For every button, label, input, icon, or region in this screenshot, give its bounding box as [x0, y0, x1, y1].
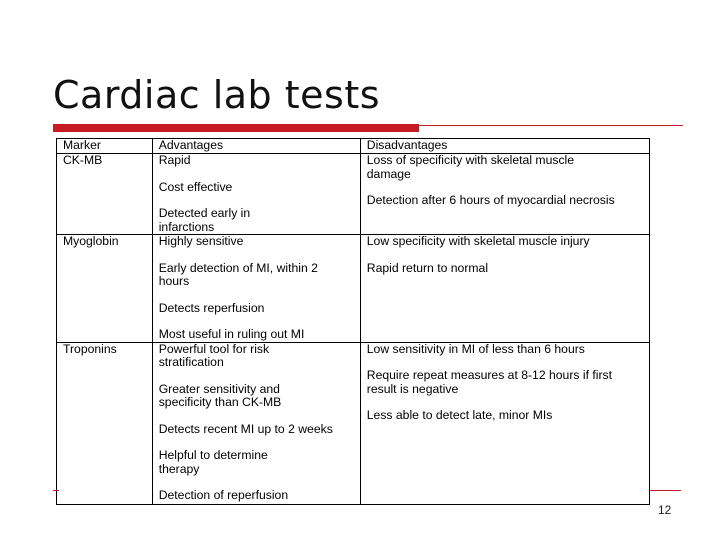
advantages-cell: [152, 342, 360, 504]
disadvantages-cell: [360, 235, 649, 343]
header-advantages: Advantages: [152, 139, 360, 154]
advantage-item: Greater sensitivity and specificity than CK-MB: [158, 381, 282, 409]
footer-rule-left: [53, 490, 59, 491]
slide-title: Cardiac lab tests: [53, 73, 381, 117]
advantage-item: Highly sensitive: [158, 234, 244, 248]
marker-cell: Troponins: [57, 342, 153, 504]
footer-rule-right: [650, 490, 681, 491]
disadvantage-item: Less able to detect late, minor MIs: [366, 408, 553, 422]
disadvantage-item: Rapid return to normal: [366, 260, 489, 275]
table-header-row: [57, 139, 650, 154]
disadvantage-item: Require repeat measures at 8-12 hours if first result is negative: [366, 368, 612, 396]
advantage-item: Rapid: [158, 153, 191, 167]
page-number: 12: [658, 503, 672, 517]
cardiac-tests-table: [56, 138, 650, 505]
title-underline-thick: [53, 124, 419, 132]
title-underline-thin: [419, 125, 683, 126]
marker-cell: CK-MB: [57, 154, 153, 235]
disadvantage-item: Detection after 6 hours of myocardial necrosis: [366, 193, 615, 207]
advantages-cell: [152, 235, 360, 343]
advantage-item: Detected early in infarctions: [158, 206, 251, 234]
table-row: [57, 154, 650, 235]
advantage-item: Most useful in ruling out MI: [158, 327, 305, 341]
header-disadvantages: Disadvantages: [360, 139, 649, 154]
header-marker: Marker: [57, 139, 153, 154]
disadvantage-item: Loss of specificity with skeletal muscle damage: [366, 153, 575, 181]
advantage-item: Early detection of MI, within 2 hours: [158, 260, 318, 288]
advantage-item: Powerful tool for risk stratification: [158, 341, 270, 369]
table-row: [57, 342, 650, 504]
marker-cell: Myoglobin: [57, 235, 153, 343]
advantage-item: Detects recent MI up to 2 weeks: [158, 421, 333, 436]
disadvantage-item: Low specificity with skeletal muscle injury: [366, 234, 590, 248]
advantage-item: Detection of reperfusion: [158, 488, 289, 502]
advantages-cell: [152, 154, 360, 235]
disadvantage-item: Low sensitivity in MI of less than 6 hours: [366, 341, 585, 356]
disadvantages-cell: [360, 154, 649, 235]
advantage-item: Cost effective: [158, 179, 233, 194]
disadvantages-cell: [360, 342, 649, 504]
advantage-item: Detects reperfusion: [158, 300, 265, 315]
table-row: [57, 235, 650, 343]
advantage-item: Helpful to determine therapy: [158, 448, 268, 476]
